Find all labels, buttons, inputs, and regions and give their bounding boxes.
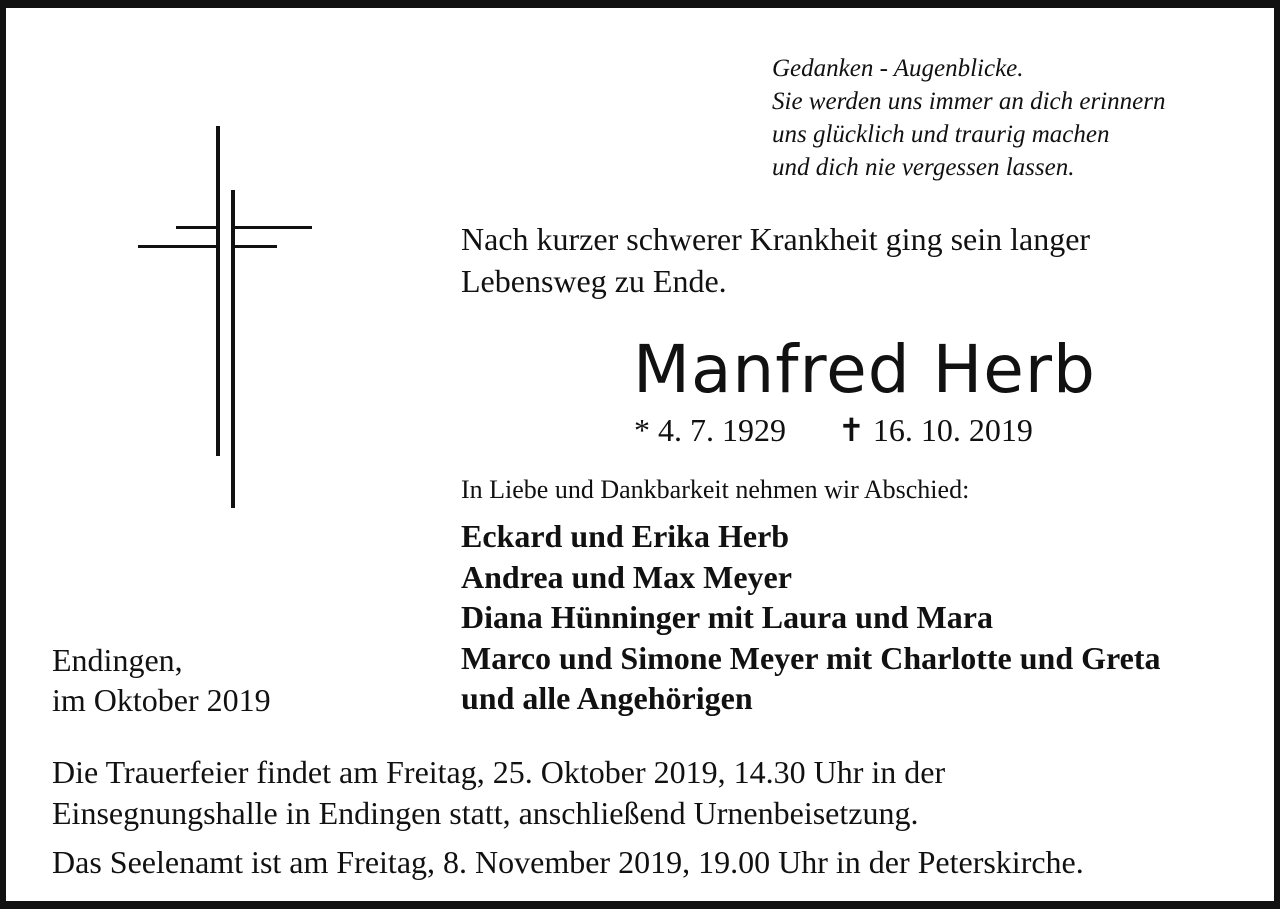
intro-line: Lebensweg zu Ende. (461, 263, 727, 299)
poem (772, 52, 1165, 184)
intro-text (461, 218, 1090, 302)
mourner-line: Diana Hünninger mit Laura und Mara (461, 599, 993, 635)
death-date: ✝ 16. 10. 2019 (838, 412, 1033, 448)
poem-line: Gedanken - Augenblicke. (772, 55, 1024, 82)
requiem-info: Das Seelenamt ist am Freitag, 8. November 2019, 19.00 Uhr in der Peterskirche. (52, 844, 1084, 880)
farewell-line: In Liebe und Dankbarkeit nehmen wir Abschied: (461, 475, 970, 504)
funeral-service-info (52, 752, 945, 834)
poem-line: Sie werden uns immer an dich erinnern (772, 88, 1166, 115)
birth-date: * 4. 7. 1929 (634, 412, 786, 448)
mourner-line: und alle Angehörigen (461, 680, 753, 716)
service-line: Einsegnungshalle in Endingen statt, anschließend Urnenbeisetzung. (52, 795, 919, 831)
intro-line: Nach kurzer schwerer Krankheit ging sein langer (461, 221, 1091, 257)
poem-line: und dich nie vergessen lassen. (772, 154, 1075, 181)
service-line: Die Trauerfeier findet am Freitag, 25. Oktober 2019, 14.30 Uhr in der (52, 754, 946, 790)
double-cross-icon (136, 124, 316, 508)
mourner-line: Eckard und Erika Herb (461, 518, 790, 554)
place-and-date (52, 640, 271, 720)
mourner-line: Andrea und Max Meyer (461, 558, 792, 595)
life-dates (634, 408, 1033, 452)
deceased-name: Manfred Herb (633, 331, 1096, 408)
place-city: Endingen, (52, 642, 183, 678)
place-date: im Oktober 2019 (52, 682, 271, 718)
mourners-list (461, 516, 1160, 719)
mourner-line: Marco und Simone Meyer mit Charlotte und Greta (461, 639, 1161, 676)
poem-line: uns glücklich und traurig machen (772, 121, 1110, 148)
